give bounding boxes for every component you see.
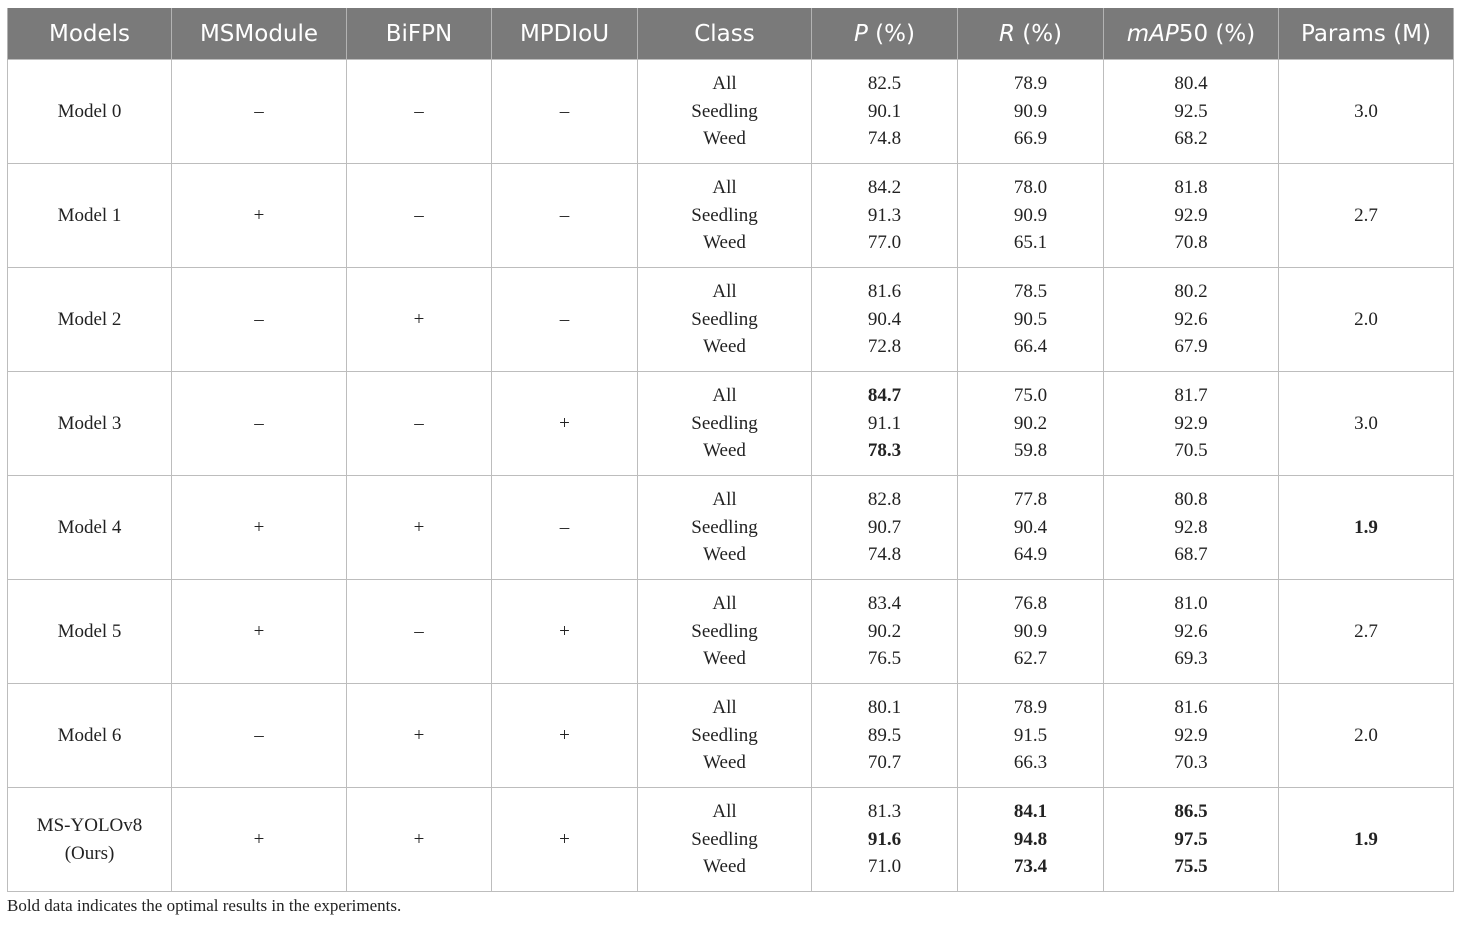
precision-value: 77.0 xyxy=(867,232,902,254)
bifpn-flag: + xyxy=(413,516,425,538)
recall-value: 84.1 xyxy=(1013,801,1048,823)
precision-value: 89.5 xyxy=(867,724,902,746)
msmodule-flag-cell xyxy=(172,268,347,372)
bifpn-flag: – xyxy=(414,620,424,642)
bifpn-flag: + xyxy=(413,724,425,746)
params-value: 1.9 xyxy=(1354,828,1378,850)
precision-cell xyxy=(812,788,958,892)
header-msmodule xyxy=(172,8,347,60)
class-cell xyxy=(638,788,812,892)
mpdiou-flag-cell xyxy=(492,580,638,684)
bifpn-flag-cell xyxy=(347,372,492,476)
class-cell xyxy=(638,684,812,788)
msmodule-flag: + xyxy=(253,204,265,226)
msmodule-flag: – xyxy=(254,724,264,746)
table-header-row xyxy=(8,8,1454,60)
class-label: All xyxy=(712,385,737,407)
map50-cell xyxy=(1104,164,1279,268)
class-label: All xyxy=(712,697,737,719)
recall-value: 65.1 xyxy=(1013,232,1048,254)
map50-value: 92.5 xyxy=(1174,100,1208,122)
model-name-cell xyxy=(8,476,172,580)
params-cell xyxy=(1279,268,1454,372)
header-text: Models xyxy=(48,20,131,47)
precision-value: 76.5 xyxy=(867,648,902,670)
model-name-cell xyxy=(8,268,172,372)
recall-cell xyxy=(958,164,1104,268)
bifpn-flag: – xyxy=(414,412,424,434)
header-text: Class xyxy=(694,20,755,47)
class-label: Weed xyxy=(703,128,746,150)
bifpn-flag-cell xyxy=(347,788,492,892)
precision-value: 78.3 xyxy=(867,440,902,462)
map50-value: 67.9 xyxy=(1174,336,1208,358)
mpdiou-flag: + xyxy=(559,724,570,746)
precision-value: 82.8 xyxy=(867,489,902,511)
precision-value: 90.4 xyxy=(867,308,902,330)
model-name: (Ours) xyxy=(64,842,115,864)
mpdiou-flag: – xyxy=(559,204,570,226)
mpdiou-flag-cell xyxy=(492,684,638,788)
params-value: 3.0 xyxy=(1354,412,1378,434)
recall-value: 90.5 xyxy=(1013,308,1048,330)
model-name: Model 2 xyxy=(57,308,122,330)
table-row xyxy=(8,580,1454,684)
mpdiou-flag: + xyxy=(559,412,570,434)
class-cell xyxy=(638,164,812,268)
map50-value: 80.2 xyxy=(1174,281,1208,303)
map50-value: 92.6 xyxy=(1174,620,1208,642)
class-label: Seedling xyxy=(691,204,758,226)
map50-value: 81.0 xyxy=(1174,593,1208,615)
recall-value: 78.9 xyxy=(1013,73,1048,95)
params-cell xyxy=(1279,580,1454,684)
header-text-suffix: (%) xyxy=(867,20,915,47)
map50-value: 92.9 xyxy=(1174,412,1208,434)
params-cell xyxy=(1279,476,1454,580)
header-class xyxy=(638,8,812,60)
recall-cell xyxy=(958,268,1104,372)
class-label: Weed xyxy=(703,232,746,254)
map50-value: 92.9 xyxy=(1174,724,1208,746)
header-r xyxy=(958,8,1104,60)
precision-value: 90.7 xyxy=(867,516,902,538)
map50-cell xyxy=(1104,684,1279,788)
model-name-cell xyxy=(8,60,172,164)
bifpn-flag-cell xyxy=(347,164,492,268)
params-value: 2.7 xyxy=(1354,204,1378,226)
header-text: MPDIoU xyxy=(519,20,610,47)
class-cell xyxy=(638,372,812,476)
class-label: Weed xyxy=(703,648,746,670)
header-text: BiFPN xyxy=(385,20,453,47)
recall-cell xyxy=(958,476,1104,580)
mpdiou-flag-cell xyxy=(492,60,638,164)
msmodule-flag-cell xyxy=(172,476,347,580)
map50-value: 75.5 xyxy=(1174,856,1208,878)
table-body xyxy=(8,60,1454,892)
precision-cell xyxy=(812,476,958,580)
model-name-cell xyxy=(8,580,172,684)
model-name-cell xyxy=(8,372,172,476)
mpdiou-flag-cell xyxy=(492,476,638,580)
recall-value: 94.8 xyxy=(1013,828,1048,850)
model-name: Model 3 xyxy=(57,412,122,434)
precision-value: 84.2 xyxy=(867,177,902,199)
class-label: All xyxy=(712,801,737,823)
params-cell xyxy=(1279,788,1454,892)
recall-cell xyxy=(958,684,1104,788)
ablation-table xyxy=(7,8,1454,892)
params-value: 2.0 xyxy=(1354,308,1378,330)
class-label: Seedling xyxy=(691,724,758,746)
precision-value: 71.0 xyxy=(867,856,902,878)
precision-cell xyxy=(812,268,958,372)
header-p xyxy=(812,8,958,60)
mpdiou-flag: – xyxy=(559,516,570,538)
table-footnote: Bold data indicates the optimal results in the experiments. xyxy=(7,896,402,915)
map50-value: 86.5 xyxy=(1174,801,1208,823)
precision-value: 74.8 xyxy=(867,544,902,566)
precision-value: 80.1 xyxy=(867,697,902,719)
recall-value: 78.9 xyxy=(1013,697,1048,719)
header-text: MSModule xyxy=(199,20,319,47)
precision-cell xyxy=(812,164,958,268)
precision-value: 70.7 xyxy=(867,752,902,774)
msmodule-flag: – xyxy=(254,100,264,122)
class-cell xyxy=(638,60,812,164)
recall-value: 90.9 xyxy=(1013,620,1048,642)
table-row xyxy=(8,164,1454,268)
header-italic-text: P xyxy=(854,20,868,47)
class-label: Seedling xyxy=(691,516,758,538)
msmodule-flag-cell xyxy=(172,684,347,788)
precision-value: 74.8 xyxy=(867,128,902,150)
class-label: Seedling xyxy=(691,412,758,434)
class-label: Seedling xyxy=(691,308,758,330)
recall-value: 78.0 xyxy=(1013,177,1048,199)
class-label: Seedling xyxy=(691,620,758,642)
class-label: Weed xyxy=(703,544,746,566)
bifpn-flag: – xyxy=(414,100,424,122)
precision-cell xyxy=(812,60,958,164)
header-mpdiou xyxy=(492,8,638,60)
class-label: All xyxy=(712,281,737,303)
map50-value: 70.8 xyxy=(1174,232,1208,254)
mpdiou-flag: – xyxy=(559,100,570,122)
precision-value: 81.3 xyxy=(867,801,902,823)
recall-value: 75.0 xyxy=(1013,385,1048,407)
recall-value: 77.8 xyxy=(1013,489,1048,511)
map50-value: 68.7 xyxy=(1174,544,1208,566)
recall-value: 76.8 xyxy=(1013,593,1048,615)
precision-value: 91.3 xyxy=(867,204,902,226)
table-row xyxy=(8,372,1454,476)
model-name: Model 0 xyxy=(57,100,122,122)
bifpn-flag: – xyxy=(414,204,424,226)
header-text: Params (M) xyxy=(1301,20,1431,47)
map50-cell xyxy=(1104,580,1279,684)
precision-value: 84.7 xyxy=(867,385,902,407)
recall-value: 90.9 xyxy=(1013,100,1048,122)
class-label: Weed xyxy=(703,440,746,462)
map50-value: 81.6 xyxy=(1174,697,1208,719)
class-label: Weed xyxy=(703,752,746,774)
precision-value: 72.8 xyxy=(867,336,902,358)
class-label: Weed xyxy=(703,336,746,358)
recall-cell xyxy=(958,372,1104,476)
class-cell xyxy=(638,268,812,372)
class-cell xyxy=(638,476,812,580)
recall-cell xyxy=(958,60,1104,164)
bifpn-flag-cell xyxy=(347,580,492,684)
map50-value: 92.8 xyxy=(1174,516,1208,538)
msmodule-flag-cell xyxy=(172,372,347,476)
precision-value: 90.1 xyxy=(867,100,902,122)
params-value: 2.0 xyxy=(1354,724,1378,746)
model-name: Model 4 xyxy=(57,516,122,538)
msmodule-flag-cell xyxy=(172,164,347,268)
recall-value: 66.3 xyxy=(1013,752,1048,774)
recall-value: 64.9 xyxy=(1013,544,1048,566)
recall-value: 91.5 xyxy=(1013,724,1048,746)
table-row xyxy=(8,476,1454,580)
map50-value: 70.5 xyxy=(1174,440,1208,462)
header-params xyxy=(1279,8,1454,60)
map50-cell xyxy=(1104,788,1279,892)
recall-value: 90.2 xyxy=(1013,412,1048,434)
model-name-cell xyxy=(8,164,172,268)
class-label: Weed xyxy=(703,856,746,878)
params-value: 2.7 xyxy=(1354,620,1378,642)
recall-cell xyxy=(958,788,1104,892)
map50-value: 69.3 xyxy=(1174,648,1208,670)
map50-cell xyxy=(1104,372,1279,476)
recall-cell xyxy=(958,580,1104,684)
recall-value: 59.8 xyxy=(1013,440,1048,462)
params-value: 3.0 xyxy=(1354,100,1378,122)
msmodule-flag: – xyxy=(254,412,264,434)
mpdiou-flag-cell xyxy=(492,788,638,892)
params-cell xyxy=(1279,372,1454,476)
recall-value: 66.9 xyxy=(1013,128,1048,150)
model-name-cell xyxy=(8,788,172,892)
precision-cell xyxy=(812,580,958,684)
map50-value: 68.2 xyxy=(1174,128,1208,150)
bifpn-flag-cell xyxy=(347,60,492,164)
table-row xyxy=(8,788,1454,892)
recall-value: 90.4 xyxy=(1013,516,1048,538)
map50-value: 92.6 xyxy=(1174,308,1208,330)
bifpn-flag-cell xyxy=(347,684,492,788)
precision-value: 82.5 xyxy=(867,73,902,95)
model-name: Model 1 xyxy=(57,204,122,226)
msmodule-flag: + xyxy=(253,828,265,850)
table-row xyxy=(8,268,1454,372)
recall-value: 62.7 xyxy=(1013,648,1048,670)
precision-value: 83.4 xyxy=(867,593,902,615)
table-row xyxy=(8,684,1454,788)
msmodule-flag: + xyxy=(253,620,265,642)
table-row xyxy=(8,60,1454,164)
map50-cell xyxy=(1104,476,1279,580)
header-text-suffix: 50 (%) xyxy=(1178,20,1256,47)
precision-value: 91.1 xyxy=(867,412,902,434)
bifpn-flag: + xyxy=(413,828,425,850)
precision-value: 91.6 xyxy=(867,828,902,850)
mpdiou-flag-cell xyxy=(492,372,638,476)
model-name: Model 5 xyxy=(57,620,122,642)
map50-value: 70.3 xyxy=(1174,752,1208,774)
header-map50 xyxy=(1104,8,1279,60)
class-label: Seedling xyxy=(691,100,758,122)
params-cell xyxy=(1279,60,1454,164)
map50-cell xyxy=(1104,60,1279,164)
class-label: All xyxy=(712,73,737,95)
recall-value: 66.4 xyxy=(1013,336,1048,358)
header-bifpn xyxy=(347,8,492,60)
bifpn-flag-cell xyxy=(347,268,492,372)
class-cell xyxy=(638,580,812,684)
msmodule-flag: + xyxy=(253,516,265,538)
bifpn-flag-cell xyxy=(347,476,492,580)
recall-value: 73.4 xyxy=(1013,856,1048,878)
map50-value: 80.4 xyxy=(1174,73,1208,95)
map50-value: 80.8 xyxy=(1174,489,1208,511)
class-label: All xyxy=(712,593,737,615)
recall-value: 78.5 xyxy=(1013,281,1048,303)
header-text-suffix: (%) xyxy=(1014,20,1063,47)
precision-cell xyxy=(812,684,958,788)
precision-value: 90.2 xyxy=(867,620,902,642)
params-value: 1.9 xyxy=(1354,516,1378,538)
map50-value: 92.9 xyxy=(1174,204,1208,226)
map50-value: 81.7 xyxy=(1174,385,1208,407)
mpdiou-flag: + xyxy=(559,620,570,642)
class-label: All xyxy=(712,177,737,199)
bifpn-flag: + xyxy=(413,308,425,330)
model-name: MS-YOLOv8 xyxy=(36,815,143,836)
precision-cell xyxy=(812,372,958,476)
msmodule-flag-cell xyxy=(172,580,347,684)
map50-value: 81.8 xyxy=(1174,177,1208,199)
msmodule-flag-cell xyxy=(172,60,347,164)
params-cell xyxy=(1279,164,1454,268)
map50-cell xyxy=(1104,268,1279,372)
mpdiou-flag-cell xyxy=(492,164,638,268)
recall-value: 90.9 xyxy=(1013,204,1048,226)
class-label: Seedling xyxy=(691,828,758,850)
header-italic-text: R xyxy=(998,20,1015,47)
params-cell xyxy=(1279,684,1454,788)
header-italic-text: mAP xyxy=(1126,20,1179,47)
mpdiou-flag: – xyxy=(559,308,570,330)
msmodule-flag: – xyxy=(254,308,264,330)
model-name-cell xyxy=(8,684,172,788)
msmodule-flag-cell xyxy=(172,788,347,892)
model-name: Model 6 xyxy=(57,724,122,746)
mpdiou-flag: + xyxy=(559,828,570,850)
precision-value: 81.6 xyxy=(867,281,902,303)
header-models xyxy=(8,8,172,60)
class-label: All xyxy=(712,489,737,511)
map50-value: 97.5 xyxy=(1174,828,1208,850)
mpdiou-flag-cell xyxy=(492,268,638,372)
